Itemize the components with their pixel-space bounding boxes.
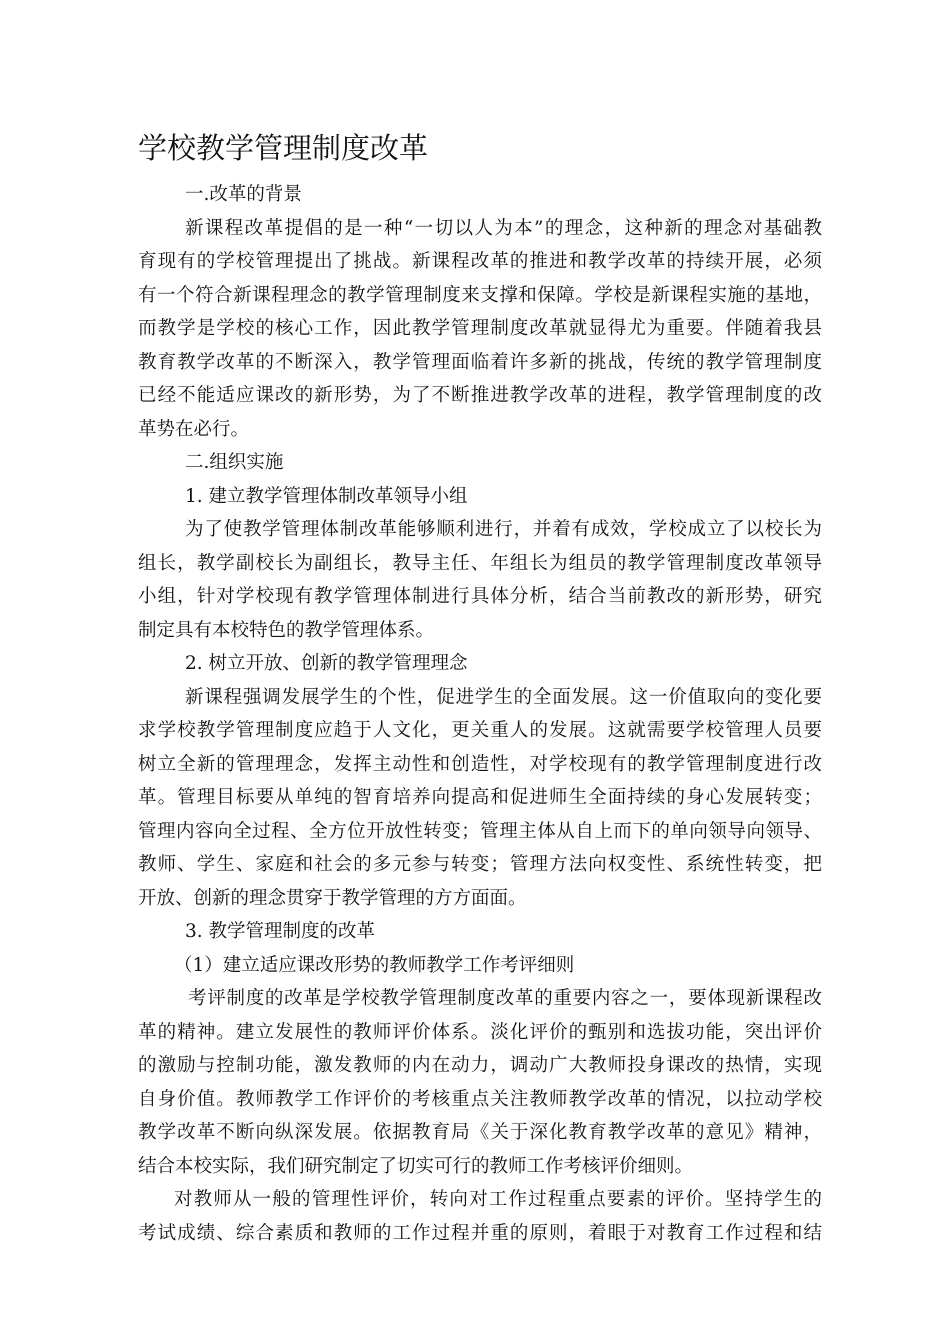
text-line — [138, 513, 828, 547]
text-line-content: 革的精神。建立发展性的教师评价体系。淡化评价的甄别和选拔功能，突出评价 — [138, 1021, 822, 1043]
text-line-content: 已经不能适应课改的新形势，为了不断推进教学改革的进程，教学管理制度的改 — [138, 385, 822, 406]
text-line — [138, 279, 828, 313]
text-line — [138, 1016, 828, 1050]
text-line — [138, 714, 828, 748]
text-line-content: 组长，教学副校长为副组长，教导主任、年组长为组员的教学管理制度改革领导 — [138, 552, 822, 574]
text-line: 一.改革的背景 — [185, 184, 302, 205]
text-line-content: 新课程强调发展学生的个性，促进学生的全面发展。这一价值取向的变化要 — [185, 686, 822, 708]
text-line — [138, 1049, 828, 1083]
text-line-content: 新课程改革提倡的是一种“一切以人为本”的理念，这种新的理念对基础教 — [185, 217, 822, 239]
text-line — [138, 1083, 828, 1117]
text-line-content: 求学校教学管理制度应趋于人文化，更关重人的发展。这就需要学校管理人员要 — [138, 720, 822, 741]
text-line: 二.组织实施 — [185, 452, 284, 473]
text-line-content: 的激励与控制功能，激发教师的内在动力，调动广大教师投身课改的热情，实现 — [138, 1055, 822, 1076]
document-title: 学校教学管理制度改革 — [138, 131, 429, 165]
text-line — [138, 346, 828, 380]
text-line-content: 小组，针对学校现有教学管理体制进行具体分析，结合当前教改的新形势，研究 — [138, 586, 822, 607]
text-line — [138, 1183, 828, 1217]
text-line: （1）建立适应课改形势的教师教学工作考评细则 — [174, 954, 575, 976]
text-line — [138, 547, 828, 581]
text-line — [138, 312, 828, 346]
text-line — [138, 580, 828, 614]
text-line-content: 树立全新的管理理念，发挥主动性和创造性，对学校现有的教学管理制度进行改 — [138, 753, 822, 775]
text-line-content: 管理内容向全过程、全方位开放性转变；管理主体从自上而下的单向领导向领导、 — [138, 820, 822, 842]
text-line: 开放、创新的理念贯穿于教学管理的方方面面。 — [138, 887, 527, 909]
text-line-content: 有一个符合新课程理念的教学管理制度来支撑和保障。学校是新课程实施的基地， — [138, 284, 822, 306]
text-line: 革势在必行。 — [138, 418, 250, 440]
text-line: 制定具有本校特色的教学管理体系。 — [138, 619, 435, 641]
text-line — [138, 848, 828, 882]
text-line-content: 教师、学生、家庭和社会的多元参与转变；管理方法向权变性、系统性转变，把 — [138, 854, 822, 875]
text-line-content: 考评制度的改革是学校教学管理制度改革的重要内容之一，要体现新课程改 — [188, 988, 822, 1009]
text-line — [138, 212, 828, 246]
text-line-content: 育现有的学校管理提出了挑战。新课程改革的推进和教学改革的持续开展，必须 — [138, 251, 822, 272]
text-line: 2. 树立开放、创新的教学管理理念 — [185, 653, 468, 674]
text-line — [138, 1116, 828, 1150]
text-line — [138, 815, 828, 849]
text-line — [138, 781, 828, 815]
text-line-content: 革。管理目标要从单纯的智育培养向提高和促进师生全面持续的身心发展转变； — [138, 787, 822, 808]
text-line-content: 而教学是学校的核心工作，因此教学管理制度改革就显得尤为重要。伴随着我县 — [138, 318, 822, 339]
text-line-content: 教学改革不断向纵深发展。依据教育局《关于深化教育教学改革的意见》精神， — [138, 1122, 822, 1143]
text-line — [138, 1217, 828, 1251]
text-line — [138, 982, 828, 1016]
text-line-content: 考试成绩、综合素质和教师的工作过程并重的原则，着眼于对教育工作过程和结 — [138, 1222, 822, 1244]
text-line — [138, 379, 828, 413]
text-line: 3. 教学管理制度的改革 — [185, 921, 376, 942]
text-line: 1. 建立教学管理体制改革领导小组 — [185, 485, 468, 507]
text-line-content: 教育教学改革的不断深入，教学管理面临着许多新的挑战，传统的教学管理制度 — [138, 351, 822, 373]
document-body — [138, 178, 828, 1250]
text-line — [138, 245, 828, 279]
text-line-content: 自身价值。教师教学工作评价的考核重点关注教师教学改革的情况，以拉动学校 — [138, 1088, 822, 1110]
text-line — [138, 748, 828, 782]
text-line-content: 为了使教学管理体制改革能够顺利进行，并着有成效，学校成立了以校长为 — [185, 519, 822, 540]
text-line-content: 对教师从一般的管理性评价，转向对工作过程重点要素的评价。坚持学生的 — [174, 1189, 822, 1210]
text-line — [138, 681, 828, 715]
text-line: 结合本校实际，我们研究制定了切实可行的教师工作考核评价细则。 — [138, 1155, 694, 1177]
